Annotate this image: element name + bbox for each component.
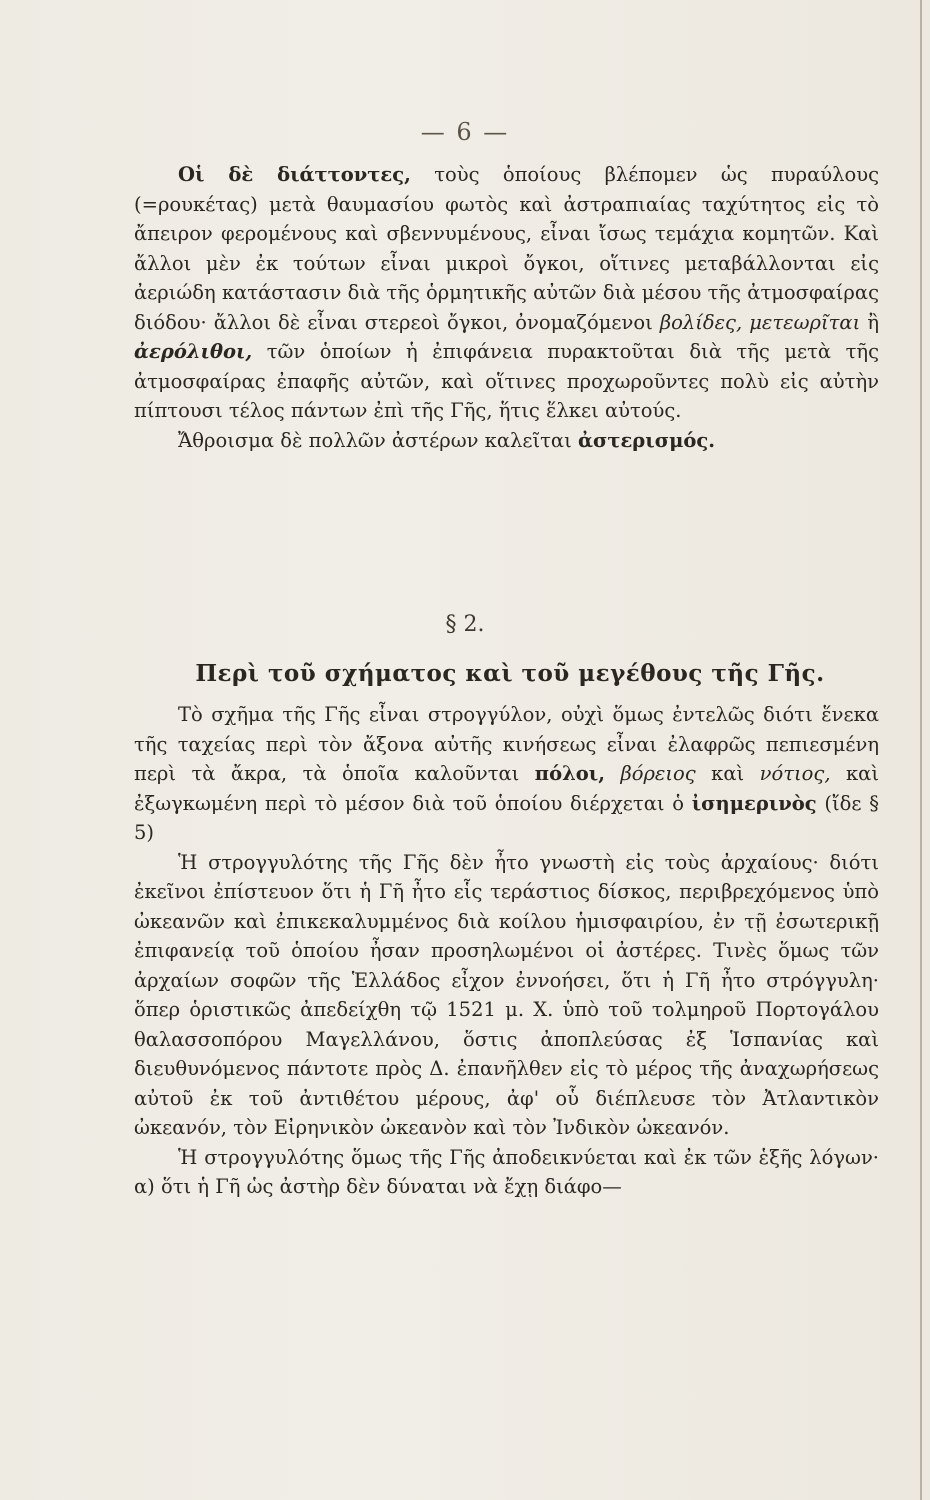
- paragraph-text: τοὺς ὁποίους βλέπομεν ὡς πυραύλους (=ρουκέτας) μετὰ θαυμασίου φωτὸς καὶ ἀστραπιαίας ταχύτητος εἰς τὸ ἄπειρον φερομένους καὶ σβεννυμένους, εἶναι ἴσως τεμάχια κομητῶν. Καὶ ἄλλοι μὲν ἐκ τούτων εἶναι μικροὶ ὄγκοι, οἵτινες μεταβάλλονται εἰς ἀεριώδη κατάστασιν διὰ τῆς ὁρμητικῆς αὐτῶν διὰ μέσου τῆς ἀτμοσφαίρας διόδου· ἄλλοι δὲ εἶναι στερεοὶ ὄγκοι, ὀνομαζόμενοι: [134, 163, 879, 334]
- term-boreios: βόρειος: [620, 762, 696, 785]
- paragraph-roundness-proof: Ἡ στρογγυλότης ὅμως τῆς Γῆς ἀποδεικνύεται καὶ ἐκ τῶν ἑξῆς λόγων· α) ὅτι ἡ Γῆ ὡς ἀστὴρ δὲν δύναται νὰ ἔχῃ διάφο—: [134, 1145, 879, 1198]
- paragraph-text: τῶν ὁποίων ἡ ἐπιφάνεια πυρακτοῦται διὰ τῆς μετὰ τῆς ἀτμοσφαίρας ἐπαφῆς αὐτῶν, καὶ οἵτινες προχωροῦντες πολὺ εἰς αὐτὴν πίπτουσι τέλος πάντων ἐπὶ τῆς Γῆς, ἥτις ἕλκει αὐτούς.: [134, 340, 879, 422]
- paragraph-text: Τὸ σχῆμα τῆς Γῆς εἶναι στρογγύλον, οὐχὶ ὅμως ἐντελῶς διότι ἕνεκα τῆς ταχείας περὶ τὸν ἄξονα αὐτῆς κινήσεως εἶναι ἐλαφρῶς πεπιεσμένη περὶ τὰ ἄκρα, τὰ ὁποῖα καλοῦνται: [134, 703, 879, 785]
- page-number: — 6 —: [420, 118, 510, 146]
- paragraph-roundness-history: Ἡ στρογγυλότης τῆς Γῆς δὲν ἦτο γνωστὴ εἰς τοὺς ἀρχαίους· διότι ἐκεῖνοι ἐπίστευον ὅτι ἡ Γῆ ἦτο εἷς τεράστιος δίσκος, περιβρεχόμενος ὑπὸ ὠκεανῶν καὶ ἐπικεκαλυμμένος διὰ κοίλου ἡμισφαιρίου, ἐν τῇ ἐσωτερικῇ ἐπιφανείᾳ τοῦ ὁποίου ἦσαν προσηλωμένοι οἱ ἀστέρες. Τινὲς ὅμως τῶν ἀρχαίων σοφῶν τῆς Ἑλλάδος εἶχον ἐννοήσει, ὅτι ἡ Γῆ ἦτο στρόγγυλη· ὅπερ ὁριστικῶς ἀπεδείχθη τῷ 1521 μ. Χ. ὑπὸ τοῦ τολμηροῦ Πορτογάλου θαλασσοπόρου Μαγελλάνου, ὅστις ἀποπλεύσας ἐξ Ἱσπανίας καὶ διευθυνόμενος πάντοτε πρὸς Δ. ἐπανῆλθεν εἰς τὸ μέρος τῆς ἀναχωρήσεως αὐτοῦ ἐκ τοῦ ἀντιθέτου μέρους, ἀφ' οὗ διέπλευσε τὸν Ἀτλαντικὸν ὠκεανόν, τὸν Εἰρηνικὸν ὠκεανὸν καὶ τὸν Ἰνδικὸν ὠκεανόν.: [134, 850, 879, 1139]
- connector-text: ἢ: [860, 310, 879, 334]
- term-asterismos: ἀστερισμός.: [577, 428, 716, 452]
- section-number: § 2.: [445, 612, 485, 637]
- paragraph-text: (ἴδε § 5): [134, 791, 879, 844]
- term-poloi: πόλοι,: [534, 762, 605, 785]
- term-bolides: βολίδες, μετεωρῖται: [659, 310, 861, 334]
- section-body: [134, 700, 879, 1202]
- term-notios: νότιος,: [759, 762, 831, 785]
- term-aerolithoi: ἀερόλιθοι,: [134, 340, 253, 363]
- connector-text: καὶ: [695, 762, 760, 785]
- paragraph-meteors: [134, 160, 879, 426]
- paragraph-shape: [134, 700, 879, 848]
- page-edge: [920, 0, 922, 1500]
- spacer-text: [605, 762, 620, 785]
- paragraph-text: Ἄθροισμα δὲ πολλῶν ἀστέρων καλεῖται: [178, 428, 578, 452]
- term-diattontes: Οἱ δὲ διάττοντες,: [178, 163, 411, 186]
- intro-text: [134, 160, 879, 455]
- term-isimerinos: ἰσημερινὸς: [691, 791, 817, 815]
- section-heading: Περὶ τοῦ σχήματος καὶ τοῦ μεγέθους τῆς Γῆς.: [195, 660, 825, 687]
- paragraph-asterism: [134, 426, 879, 456]
- paragraph-text: καὶ ἐξωγκωμένη περὶ τὸ μέσον διὰ τοῦ ὁποίου διέρχεται ὁ: [134, 762, 879, 815]
